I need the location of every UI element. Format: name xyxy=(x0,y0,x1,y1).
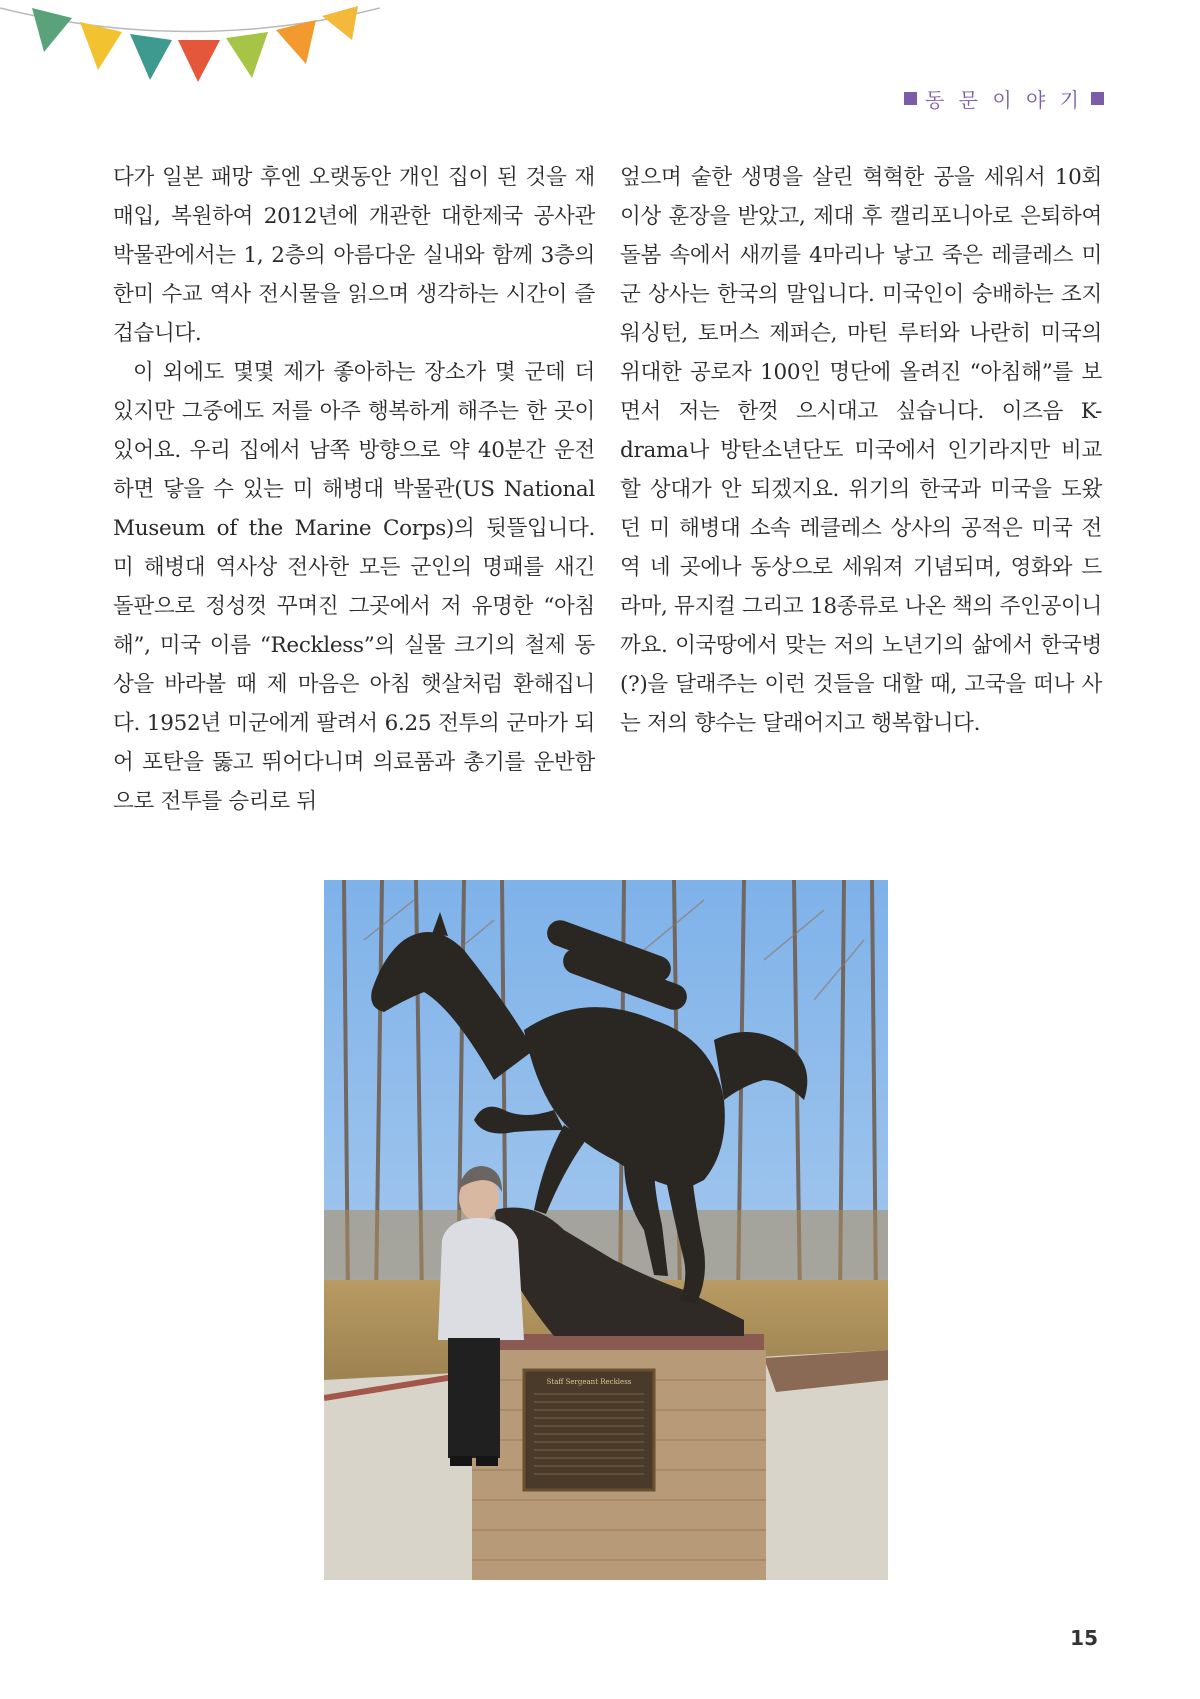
bunting-flag xyxy=(226,32,268,78)
plaque-title: Staff Sergeant Reckless xyxy=(546,1378,632,1386)
square-bullet-icon xyxy=(1091,92,1104,105)
bunting-decoration xyxy=(0,0,380,100)
bunting-flag xyxy=(32,8,72,52)
paragraph: 이 외에도 몇몇 제가 좋아하는 장소가 몇 군데 더 있지만 그중에도 저를 아주 행복하게 해주는 한 곳이 있어요. 우리 집에서 남쪽 방향으로 약 40분간 운전하면 닿을 수 있는 미 해병대 박물관(US National Museum of the Marine Corps)의 뒷뜰입니다. 미 해병대 역사상 전사한 모든 군인의 명패를 새긴 돌판으로 정성껏 꾸며진 그곳에서 저 유명한 “아침해”, 미국 이름 “Reckless”의 실물 크기의 철제 동상을 바라볼 때 제 마음은 아침 햇살처럼 환해집니다. 1952년 미군에게 팔려서 6.25 전투의 군마가 되어 포탄을 뚫고 뛰어다니며 의료품과 총기를 운반함으로 전투를 승리로 뒤 xyxy=(113,360,595,814)
reckless-statue-photo xyxy=(324,880,888,1580)
article-column-right xyxy=(620,158,1102,743)
bunting-flag xyxy=(322,6,358,40)
bunting-flag xyxy=(178,40,220,82)
bunting-flag xyxy=(130,34,172,80)
page-number: 15 xyxy=(1070,1626,1098,1650)
paragraph: 다가 일본 패망 후엔 오랫동안 개인 집이 된 것을 재매입, 복원하여 2012년에 개관한 대한제국 공사관 박물관에서는 1, 2층의 아름다운 실내와 함께 3층의 한미 수교 역사 전시물을 읽으며 생각하는 시간이 즐겁습니다. xyxy=(113,165,595,346)
square-bullet-icon xyxy=(904,92,917,105)
memorial-plaque xyxy=(524,1370,654,1490)
bunting-flag xyxy=(80,22,122,70)
article-column-left xyxy=(113,158,595,821)
section-label: 동 문 이 야 기 xyxy=(924,88,1083,112)
section-tag xyxy=(904,84,1104,113)
paragraph: 엎으며 숱한 생명을 살린 혁혁한 공을 세워서 10회 이상 훈장을 받았고, 제대 후 캘리포니아로 은퇴하여 돌봄 속에서 새끼를 4마리나 낳고 죽은 레클레스 미군 상사는 한국의 말입니다. 미국인이 숭배하는 조지 워싱턴, 토머스 제퍼슨, 마틴 루터와 나란히 미국의 위대한 공로자 100인 명단에 올려진 “아침해”를 보면서 저는 한껏 으시대고 싶습니다. 이즈음 K-drama나 방탄소년단도 미국에서 인기라지만 비교할 상대가 안 되겠지요. 위기의 한국과 미국을 도왔던 미 해병대 소속 레클레스 상사의 공적은 미국 전역 네 곳에나 동상으로 세워져 기념되며, 영화와 드라마, 뮤지컬 그리고 18종류로 나온 책의 주인공이니까요. 이국땅에서 맞는 저의 노년기의 삶에서 한국병(?)을 달래주는 이런 것들을 대할 때, 고국을 떠나 사는 저의 향수는 달래어지고 행복합니다. xyxy=(620,165,1102,736)
